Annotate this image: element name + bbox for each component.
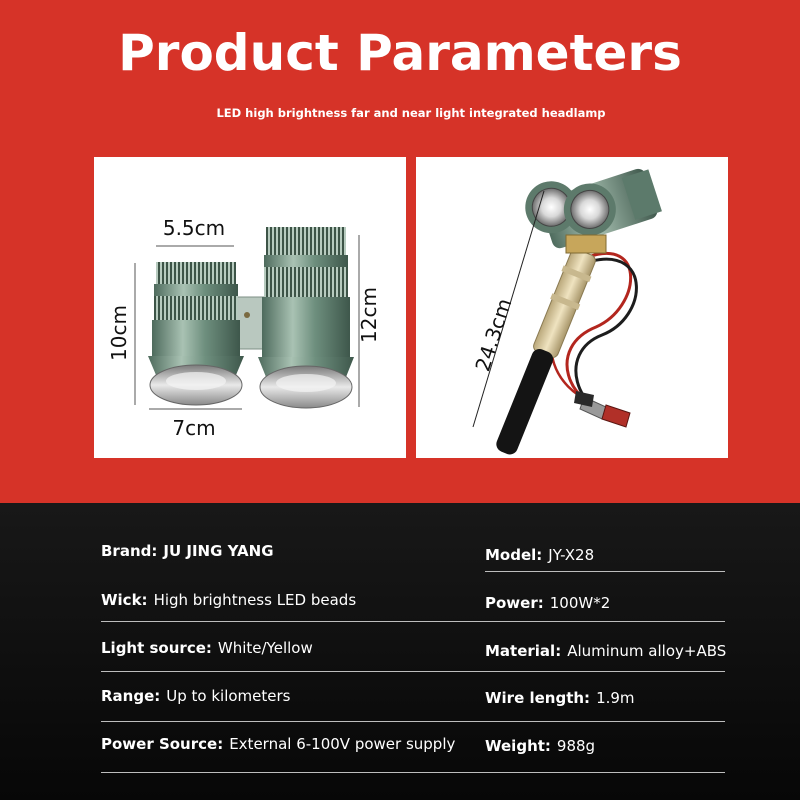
spec-wick-value: High brightness LED beads xyxy=(153,591,357,609)
spec-power-source-value: External 6-100V power supply xyxy=(229,735,456,753)
spec-brand-label: Brand: xyxy=(101,542,158,560)
spec-power xyxy=(485,594,610,612)
product-dimension-image xyxy=(94,157,406,458)
dim-left-height: 10cm xyxy=(107,305,131,361)
page-title: Product Parameters xyxy=(118,24,682,82)
spec-range-value: Up to kilometers xyxy=(166,687,291,705)
dim-bottom-width: 7cm xyxy=(172,416,216,440)
spec-light-source xyxy=(101,639,313,657)
spec-light-source-label: Light source: xyxy=(101,639,212,657)
spec-power-source xyxy=(101,735,455,753)
spec-weight-value: 988g xyxy=(556,737,596,755)
spec-range xyxy=(101,687,291,705)
spec-brand xyxy=(101,542,274,560)
dim-total-length: 24.3cm xyxy=(470,295,517,375)
spec-wire-length xyxy=(485,689,635,707)
spec-power-label: Power: xyxy=(485,594,544,612)
spec-wire-length-value: 1.9m xyxy=(596,689,635,707)
spec-power-source-label: Power Source: xyxy=(101,735,224,753)
spec-material xyxy=(485,642,726,660)
divider xyxy=(101,671,725,672)
divider xyxy=(485,571,725,572)
spec-range-label: Range: xyxy=(101,687,161,705)
spec-material-label: Material: xyxy=(485,642,562,660)
spec-weight-label: Weight: xyxy=(485,737,551,755)
spec-power-value: 100W*2 xyxy=(549,594,611,612)
spec-model xyxy=(485,546,594,564)
product-length-image xyxy=(416,157,728,458)
divider xyxy=(101,721,725,722)
spec-wire-length-label: Wire length: xyxy=(485,689,591,707)
dim-top-width: 5.5cm xyxy=(162,216,226,240)
spec-wick-label: Wick: xyxy=(101,591,148,609)
spec-model-value: JY-X28 xyxy=(548,546,595,564)
spec-weight xyxy=(485,737,595,755)
divider xyxy=(101,772,725,773)
spec-light-source-value: White/Yellow xyxy=(217,639,313,657)
divider xyxy=(101,621,725,622)
page-subtitle: LED high brightness far and near light integrated headlamp xyxy=(216,106,606,120)
dim-right-height: 12cm xyxy=(357,287,381,343)
spec-model-label: Model: xyxy=(485,546,543,564)
spec-material-value: Aluminum alloy+ABS xyxy=(567,642,727,660)
spec-wick xyxy=(101,591,356,609)
spec-brand-value: JU JING YANG xyxy=(163,542,274,560)
